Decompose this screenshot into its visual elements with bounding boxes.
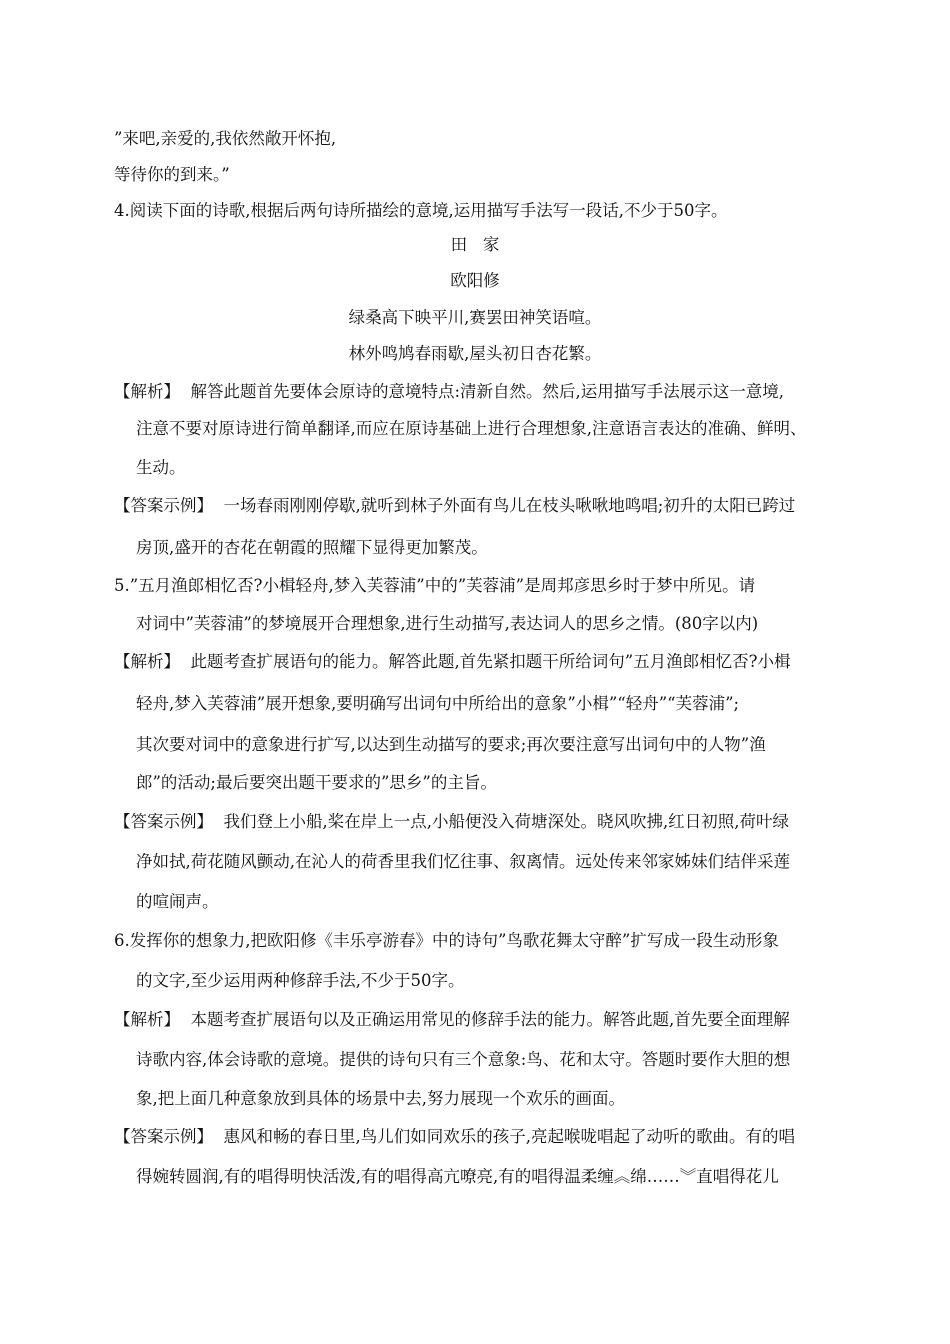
q5-analysis-line-3: 其次要对词中的意象进行扩写,以达到生动描写的要求;再次要注意写出词句中的人物”渔 xyxy=(136,735,766,754)
q6-analysis-line-1: 【解析】 本题考查扩展语句以及正确运用常见的修辞手法的能力。解答此题,首先要全面理解 xyxy=(114,1010,790,1029)
q6-analysis-line-3: 象,把上面几种意象放到具体的场景中去,努力展现一个欢乐的画面。 xyxy=(136,1089,625,1108)
q6-analysis-line-2: 诗歌内容,体会诗歌的意境。提供的诗句只有三个意象:鸟、花和太守。答题时要作大胆的想 xyxy=(136,1050,791,1069)
q4-analysis-line-2: 注意不要对原诗进行简单翻译,而应在原诗基础上进行合理想象,注意语言表达的准确、鲜明、 xyxy=(136,419,807,438)
q4-answer-line-2: 房顶,盛开的杏花在朝霞的照耀下显得更加繁茂。 xyxy=(136,538,488,557)
poem-title: 田 家 xyxy=(450,235,500,254)
q4-analysis-line-1: 【解析】 解答此题首先要体会原诗的意境特点:清新自然。然后,运用描写手法展示这一意境, xyxy=(114,382,785,401)
q4-analysis-line-3: 生动。 xyxy=(136,458,186,477)
poem-closing-line-2: 等待你的到来。” xyxy=(114,165,230,184)
q5-answer-line-3: 的喧闹声。 xyxy=(136,892,219,911)
poem-author: 欧阳修 xyxy=(450,271,500,290)
poem-verse-2: 林外鸣鸠春雨歇,屋头初日杏花繁。 xyxy=(348,344,602,363)
poem-verse-1: 绿桑高下映平川,赛罢田神笑语喧。 xyxy=(348,308,602,327)
q5-analysis-line-1: 【解析】 此题考查扩展语句的能力。解答此题,首先紧扣题干所给词句”五月渔郎相忆否?小楫 xyxy=(114,652,791,671)
q4-answer-line-1: 【答案示例】 一场春雨刚刚停歇,就听到林子外面有鸟儿在枝头啾啾地鸣唱;初升的太阳已跨过 xyxy=(114,496,796,515)
question-6-line-2: 的文字,至少运用两种修辞手法,不少于50字。 xyxy=(136,971,465,990)
q5-answer-line-1: 【答案示例】 我们登上小船,桨在岸上一点,小船便没入荷塘深处。晓风吹拂,红日初照,荷叶绿 xyxy=(114,812,789,831)
q6-answer-line-2: 得婉转圆润,有的唱得明快活泼,有的唱得高亢嘹亮,有的唱得温柔缠︽绵……︾直唱得花儿 xyxy=(136,1167,779,1186)
question-6-line-1: 6.发挥你的想象力,把欧阳修《丰乐亭游春》中的诗句”鸟歌花舞太守醉”扩写成一段生动形象 xyxy=(114,931,779,950)
q5-analysis-line-2: 轻舟,梦入芙蓉浦”展开想象,要明确写出词句中所给出的意象”小楫”“轻舟”“芙蓉浦”; xyxy=(136,694,740,713)
poem-closing-line-1: ”来吧,亲爱的,我依然敞开怀抱, xyxy=(114,129,337,148)
q6-answer-line-1: 【答案示例】 惠风和畅的春日里,鸟儿们如同欢乐的孩子,亮起喉咙唱起了动听的歌曲。有的唱 xyxy=(114,1127,795,1146)
question-4: 4.阅读下面的诗歌,根据后两句诗所描绘的意境,运用描写手法写一段话,不少于50字。 xyxy=(114,201,728,220)
q5-analysis-line-4: 郎”的活动;最后要突出题干要求的”思乡”的主旨。 xyxy=(136,773,497,792)
q5-answer-line-2: 净如拭,荷花随风颤动,在沁人的荷香里我们忆往事、叙离情。远处传来邻家姊妹们结伴采莲 xyxy=(136,852,790,871)
question-5-line-2: 对词中”芙蓉浦”的梦境展开合理想象,进行生动描写,表达词人的思乡之情。(80字以内) xyxy=(136,614,759,633)
question-5-line-1: 5.”五月渔郎相忆否?小楫轻舟,梦入芙蓉浦”中的”芙蓉浦”是周邦彦思乡时于梦中所见。请 xyxy=(114,576,756,595)
